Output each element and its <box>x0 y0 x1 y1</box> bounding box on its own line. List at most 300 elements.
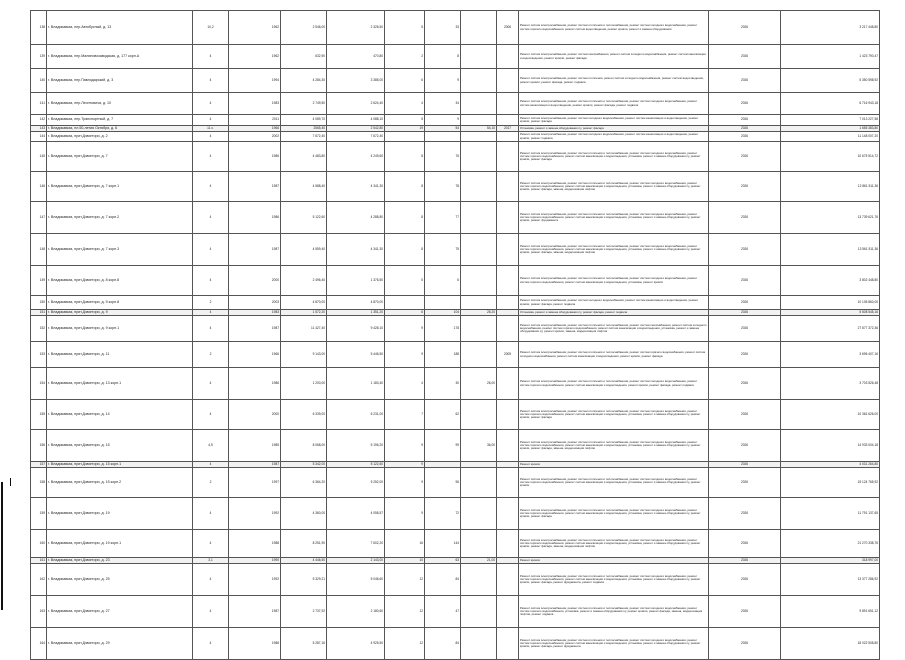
cell-addr: г. Владикавказ, прит.Дзвигтори, д. 11 <box>47 342 193 368</box>
table-row <box>31 564 880 596</box>
cell-s: 27 877 372,36 <box>781 316 880 342</box>
repair-program-table <box>30 10 880 660</box>
cell-w: Установка, ремонт и замена оборудования пу, ремонт фасада, ремонт подвала <box>519 310 709 316</box>
cell-w: Ремонт систем электроснабжения, ремонт систем отопления и теплоснабжения, ремонт систем холодного водоснабжения, ремонт систем горячего водоснабжения, ремонт систем канализации и водоотведения, установка, ремонт и замена оборудования пу, ремонт кровли <box>519 468 709 498</box>
cell-c: 8 <box>385 202 425 234</box>
cell-y: 1962 <box>229 11 281 45</box>
cell-k: 2026 <box>709 115 781 126</box>
cell-n: 154 <box>31 368 47 400</box>
cell-k: 2026 <box>709 310 781 316</box>
cell-b: 4 058,57 <box>327 498 385 530</box>
cell-s: 6 716 943,18 <box>781 93 880 115</box>
cell-k: 2026 <box>709 596 781 628</box>
cell-g <box>497 368 519 400</box>
cell-y: 2011 <box>229 115 281 126</box>
cell-y: 1986 <box>229 202 281 234</box>
cell-b: 2 326,50 <box>327 11 385 45</box>
cell-a: 1 572,20 <box>281 310 327 316</box>
cell-f: 4 <box>193 172 229 202</box>
cell-s: 21 270 338,76 <box>781 530 880 558</box>
cell-g <box>497 69 519 93</box>
table-row <box>31 202 880 234</box>
cell-addr: г. Владикавказ, прит.Дзвигтори, д. 14 <box>47 400 193 430</box>
cell-d: 6 <box>425 266 461 296</box>
cell-a: 4 360,00 <box>281 498 327 530</box>
cell-s: 7 013 227,58 <box>781 115 880 126</box>
cell-e <box>461 11 497 45</box>
cell-w: Установка, ремонт и замена оборудования пу, ремонт фасада <box>519 126 709 132</box>
cell-n: 148 <box>31 234 47 266</box>
cell-a: 4 870,00 <box>281 296 327 310</box>
cell-addr: г. Владикавказ, прит.Дзвигтори, д. 9 <box>47 310 193 316</box>
cell-k: 2026 <box>709 462 781 468</box>
cell-f: 10,2 <box>193 11 229 45</box>
cell-f: 4 <box>193 316 229 342</box>
cell-a: 2 737,92 <box>281 596 327 628</box>
cell-y: 1990 <box>229 558 281 564</box>
cell-k: 2026 <box>709 468 781 498</box>
cell-d: 84 <box>425 628 461 660</box>
cell-n: 153 <box>31 342 47 368</box>
cell-c: 7 <box>385 400 425 430</box>
cell-w: Ремонт систем электроснабжения, ремонт систем отопления и теплоснабжения, ремонт систем холодного водоснабжения, ремонт систем горячего водоснабжения, ремонт систем канализации и водоотведения, ремонт кровли, ремонт фасада, ремонт подвала <box>519 368 709 400</box>
cell-s: 13 739 621,76 <box>781 202 880 234</box>
cell-f: 4 <box>193 234 229 266</box>
cell-s: 5 350 598,92 <box>781 69 880 93</box>
cell-d: 78 <box>425 172 461 202</box>
cell-a: 4 446,50 <box>281 558 327 564</box>
cell-d: 77 <box>425 202 461 234</box>
cell-d: 9 <box>425 69 461 93</box>
cell-k: 2026 <box>709 296 781 310</box>
cell-s: 3 703 526,48 <box>781 368 880 400</box>
table-row <box>31 530 880 558</box>
cell-a: 632,90 <box>281 45 327 69</box>
cell-f: 4 <box>193 530 229 558</box>
cell-w: Ремонт систем электроснабжения, ремонт систем отопления и теплоснабжения, ремонт систем газоснабжения, ремонт систем холодного водоснабжения, ремонт систем горячего водоснабжения, ремонт систем канализации и водоотведения, установка, ремонт и замена оборудования пу, ремонт кровли, замена, модернизация лифтов <box>519 316 709 342</box>
cell-f: 3,1 <box>193 558 229 564</box>
cell-y: 2003 <box>229 296 281 310</box>
cell-g <box>497 596 519 628</box>
cell-w: Ремонт систем электроснабжения, ремонт систем отопления и теплоснабжения, ремонт систем холодного водоснабжения, ремонт систем горячего водоснабжения, ремонт систем канализации и водоотведения, установка, ремонт и замена оборудования пу, ремонт кровли, ремонт фасада, замена, модернизация лифтов <box>519 430 709 462</box>
table-row <box>31 628 880 660</box>
cell-c: 9 <box>385 316 425 342</box>
cell-f: 4 <box>193 266 229 296</box>
cell-e <box>461 498 497 530</box>
cell-g <box>497 564 519 596</box>
cell-f: 4 <box>193 69 229 93</box>
cell-b: 2 180,60 <box>327 596 385 628</box>
cell-w: Ремонт систем электроснабжения, ремонт систем холодного водоснабжения, ремонт систем канализации и водоотведения, ремонт кровли, ремонт подвала <box>519 132 709 142</box>
table-row <box>31 132 880 142</box>
cell-g <box>497 266 519 296</box>
cell-c: 12 <box>385 596 425 628</box>
cell-c: 6 <box>385 310 425 316</box>
cell-e <box>461 45 497 69</box>
cell-y: 1992 <box>229 564 281 596</box>
cell-addr: г. Владикавказ, прит.Дзвигтори, д. 25 <box>47 564 193 596</box>
cell-k: 2026 <box>709 558 781 564</box>
cell-s: 18 022 508,80 <box>781 628 880 660</box>
cell-n: 143 <box>31 126 47 132</box>
cell-c <box>385 296 425 310</box>
cell-b: 5 252,00 <box>327 468 385 498</box>
cell-n: 147 <box>31 202 47 234</box>
cell-d: 34 <box>425 93 461 115</box>
cell-s: 10 675 514,72 <box>781 142 880 172</box>
cell-s: 10 105 860,00 <box>781 296 880 310</box>
cell-addr: г. Владикавказ, пер.Леонтовича, д. 10 <box>47 93 193 115</box>
cell-w: Ремонт систем электроснабжения, ремонт систем отопления и теплоснабжения, ремонт систем холодного водоснабжения, ремонт систем горячего водоснабжения, ремонт систем канализации и водоотведения, установка, ремонт и замена оборудования пу, ремонт кровли, ремонт фасада <box>519 400 709 430</box>
cell-b: 5 446,50 <box>327 342 385 368</box>
cell-a: 4 483,80 <box>281 142 327 172</box>
cell-g <box>497 172 519 202</box>
cell-y: 1987 <box>229 172 281 202</box>
cell-s: 14 933 004,18 <box>781 430 880 462</box>
cell-b: 2 542,80 <box>327 126 385 132</box>
cell-n: 139 <box>31 45 47 69</box>
cell-addr: г. Владикавказ, прит.Дзвигтори, д. 27 <box>47 596 193 628</box>
cell-w: Ремонт систем электроснабжения, ремонт систем отопления и теплоснабжения, ремонт систем холодного водоснабжения, ремонт систем горячего водоснабжения, ремонт систем канализации и водоотведения, установка, ремонт и замена оборудования пу, ремонт кровли, ремонт фундамента <box>519 202 709 234</box>
cell-n: 155 <box>31 400 47 430</box>
cell-y: 1988 <box>229 628 281 660</box>
cell-e <box>461 564 497 596</box>
cell-a: 2 546,00 <box>281 11 327 45</box>
cell-s: 10 361 626,00 <box>781 400 880 430</box>
cell-n: 151 <box>31 310 47 316</box>
cell-b: 4 341,30 <box>327 172 385 202</box>
cell-c: 6 <box>385 69 425 93</box>
cell-addr: г. Владикавказ, прит.Дзвигтори, д. 29 <box>47 628 193 660</box>
cell-k: 2026 <box>709 93 781 115</box>
cell-s: 318 997,00 <box>781 558 880 564</box>
cell-y: 2000 <box>229 266 281 296</box>
cell-y: 1987 <box>229 596 281 628</box>
cell-a: 4 588,40 <box>281 172 327 202</box>
cell-s: 3 217 448,80 <box>781 11 880 45</box>
cell-b: 4 925,50 <box>327 628 385 660</box>
cell-c: 12 <box>385 564 425 596</box>
cell-y: 1966 <box>229 342 281 368</box>
cell-g <box>497 115 519 126</box>
cell-y: 2002 <box>229 132 281 142</box>
cell-g <box>497 400 519 430</box>
cell-g <box>497 234 519 266</box>
cell-c: 4 <box>385 368 425 400</box>
cell-w: Ремонт систем электроснабжения, ремонт систем холодного водоснабжения, ремонт систем канализации и водоотведения, ремонт кровли, ремонт фасада, ремонт подвала <box>519 296 709 310</box>
cell-d <box>425 132 461 142</box>
cell-d: 72 <box>425 498 461 530</box>
cell-n: 140 <box>31 69 47 93</box>
cell-a: 8 251,90 <box>281 530 327 558</box>
cell-e <box>461 400 497 430</box>
cell-k: 2026 <box>709 132 781 142</box>
cell-e <box>461 132 497 142</box>
cell-n: 150 <box>31 296 47 310</box>
cell-addr: г. Владикавказ, прит.Дзвигтори, д. 9 корп.8 <box>47 296 193 310</box>
cell-w: Ремонт систем электроснабжения, ремонт систем отопления и теплоснабжения, ремонт систем горячего водоснабжения, ремонт систем холодного водоснабжения, ремонт систем канализации и водоотведения, ремонт кровли, ремонт фасада <box>519 342 709 368</box>
cell-b: 7 672,40 <box>327 132 385 142</box>
cell-c: 5 <box>385 266 425 296</box>
cell-g <box>497 498 519 530</box>
cell-f: 2 <box>193 342 229 368</box>
cell-f: 4 <box>193 142 229 172</box>
table-row <box>31 142 880 172</box>
table-row <box>31 342 880 368</box>
cell-s: 11 148 007,20 <box>781 132 880 142</box>
cell-a: 5 122,60 <box>281 202 327 234</box>
table-row <box>31 45 880 69</box>
cell-k: 2026 <box>709 142 781 172</box>
cell-addr: г. Владикавказ, пер.Транспортный, д. 7 <box>47 115 193 126</box>
cell-c: 9 <box>385 468 425 498</box>
cell-k: 2026 <box>709 342 781 368</box>
cell-y: 1992 <box>229 498 281 530</box>
cell-f: 4 <box>193 462 229 468</box>
cell-addr: г. Владикавказ, прит.Дзвигтори, д. 19 <box>47 498 193 530</box>
cell-g <box>497 316 519 342</box>
cell-e <box>461 266 497 296</box>
cell-f: 2 <box>193 296 229 310</box>
cell-k: 2026 <box>709 266 781 296</box>
cell-f: 11 с. <box>193 126 229 132</box>
cell-c: 9 <box>385 498 425 530</box>
cell-d <box>425 296 461 310</box>
cell-a: 2565,40 <box>281 126 327 132</box>
cell-addr: г. Владикавказ, прит.Дзвигтори, д. 7 <box>47 142 193 172</box>
cell-g <box>497 132 519 142</box>
cell-g <box>497 142 519 172</box>
cell-d: 96 <box>425 468 461 498</box>
cell-s: 3 802 448,80 <box>781 266 880 296</box>
table-row <box>31 430 880 462</box>
table-row <box>31 93 880 115</box>
cell-w: Ремонт систем электроснабжения, ремонт систем отопления и теплоснабжения, ремонт систем холодного водоснабжения, ремонт систем горячего водоснабжения, ремонт систем водоотведения, ремонт кровли, ремонт и замена оборудования <box>519 11 709 45</box>
cell-a: 8 068,00 <box>281 430 327 462</box>
cell-n: 164 <box>31 628 47 660</box>
cell-e: 36,00 <box>461 430 497 462</box>
cell-a: 2 496,40 <box>281 266 327 296</box>
cell-n: 146 <box>31 172 47 202</box>
cell-s: 15 124 765,92 <box>781 468 880 498</box>
cell-d: 8 <box>425 45 461 69</box>
table-row <box>31 296 880 310</box>
cell-e <box>461 296 497 310</box>
cell-e <box>461 142 497 172</box>
table-row <box>31 266 880 296</box>
cell-n: 159 <box>31 498 47 530</box>
cell-c: 5 <box>385 115 425 126</box>
cell-addr: г. Владикавказ, прит.Дзвигтори, д. 15 корп.1 <box>47 462 193 468</box>
cell-c: 9 <box>385 462 425 468</box>
cell-f: 4 <box>193 202 229 234</box>
cell-b: 9 428,10 <box>327 316 385 342</box>
cell-n: 160 <box>31 530 47 558</box>
cell-addr: г. Владикавказ, прит.Дзвигтори, д. 19 корп.1 <box>47 530 193 558</box>
cell-s: 13 377 286,92 <box>781 564 880 596</box>
cell-c: 8 <box>385 142 425 172</box>
cell-a: 1 200,00 <box>281 368 327 400</box>
cell-d: 144 <box>425 530 461 558</box>
table-body <box>31 11 880 660</box>
cell-e <box>461 93 497 115</box>
cell-w: Ремонт кровли <box>519 558 709 564</box>
cell-k: 2026 <box>709 11 781 45</box>
cell-k: 2026 <box>709 530 781 558</box>
cell-g <box>497 628 519 660</box>
cell-c: 12 <box>385 628 425 660</box>
cell-y: 1986 <box>229 142 281 172</box>
cell-k: 2026 <box>709 172 781 202</box>
cell-k: 2026 <box>709 45 781 69</box>
cell-addr: г. Владикавказ, прит.Дзвигтори, д. 7 корп.3 <box>47 234 193 266</box>
scan-edge-tick <box>10 478 11 486</box>
cell-n: 152 <box>31 316 47 342</box>
cell-e <box>461 342 497 368</box>
cell-y: 1987 <box>229 462 281 468</box>
cell-y: 1985 <box>229 430 281 462</box>
cell-b: 7 602,20 <box>327 530 385 558</box>
table-row <box>31 498 880 530</box>
cell-k: 2026 <box>709 202 781 234</box>
cell-a: 2 749,50 <box>281 93 327 115</box>
cell-y: 1988 <box>229 530 281 558</box>
cell-s: 1 655 383,80 <box>781 126 880 132</box>
cell-k: 2026 <box>709 628 781 660</box>
cell-addr: г. Владикавказ, пер.Автобусный, д. 13 <box>47 11 193 45</box>
cell-addr: г. Владикавказ, прит.Дзвигтори, д. 13 корп.1 <box>47 368 193 400</box>
cell-f: 4 <box>193 310 229 316</box>
cell-e <box>461 628 497 660</box>
cell-d: 54 <box>425 126 461 132</box>
cell-w: Ремонт систем электроснабжения, ремонт систем отопления и теплоснабжения, ремонт систем холодного водоснабжения, ремонт систем горячего водоснабжения, ремонт систем канализации и водоотведения, установка, ремонт и замена оборудования пу, ремонт кровли, ремонт фасада, ремонт фундамента, ремонт подвала <box>519 564 709 596</box>
table-row <box>31 11 880 45</box>
cell-s: 12 861 511,36 <box>781 172 880 202</box>
cell-f: 4 <box>193 132 229 142</box>
cell-k: 2026 <box>709 69 781 93</box>
cell-d: 30 <box>425 368 461 400</box>
cell-y: 1987 <box>229 234 281 266</box>
cell-d: 104 <box>425 310 461 316</box>
cell-c: 2 <box>385 45 425 69</box>
cell-s: 13 561 511,36 <box>781 234 880 266</box>
cell-d: 99 <box>425 430 461 462</box>
table-row <box>31 115 880 126</box>
cell-b: 2 143,00 <box>327 558 385 564</box>
cell-y: 1966 <box>229 126 281 132</box>
cell-g: 2017 <box>497 126 519 132</box>
cell-a: 4 089,70 <box>281 115 327 126</box>
cell-g: 2006 <box>497 11 519 45</box>
cell-g <box>497 93 519 115</box>
cell-w: Ремонт систем электроснабжения, ремонт систем отопления и теплоснабжения, ремонт систем холодного водоснабжения, ремонт систем горячего водоснабжения, ремонт систем канализации и водоотведения, установка, ремонт и замена оборудования пу, ремонт кровли, ремонт фасада, замена, модернизация лифтов <box>519 530 709 558</box>
cell-e: 21,00 <box>461 558 497 564</box>
cell-y: 1997 <box>229 468 281 498</box>
cell-g <box>497 468 519 498</box>
table-row <box>31 596 880 628</box>
cell-b: 4 288,80 <box>327 202 385 234</box>
cell-y: 1994 <box>229 69 281 93</box>
cell-b: 4 341,30 <box>327 234 385 266</box>
document-page <box>30 10 879 660</box>
cell-f: 4 <box>193 45 229 69</box>
cell-d: 9 <box>425 115 461 126</box>
cell-c: 9 <box>385 430 425 462</box>
cell-d: 84 <box>425 564 461 596</box>
cell-k: 2026 <box>709 430 781 462</box>
cell-d: 75 <box>425 234 461 266</box>
cell-b: 1 376,50 <box>327 266 385 296</box>
cell-e <box>461 468 497 498</box>
cell-w: Ремонт систем электроснабжения, ремонт систем газоснабжения, ремонт систем холодного водоснабжения, ремонт систем канализации и водоотведения, ремонт кровли, ремонт фасада <box>519 45 709 69</box>
cell-s: 3 696 407,16 <box>781 342 880 368</box>
cell-e: 54,10 <box>461 126 497 132</box>
cell-b: 1 351,20 <box>327 310 385 316</box>
cell-b: 4 249,60 <box>327 142 385 172</box>
cell-n: 149 <box>31 266 47 296</box>
cell-k: 2026 <box>709 498 781 530</box>
table-row <box>31 400 880 430</box>
cell-addr: г. Владикавказ, пл.50-летия Октября, д. 6 <box>47 126 193 132</box>
cell-b: 2 624,40 <box>327 93 385 115</box>
scan-edge-mark <box>1 482 3 610</box>
cell-s: 9 891 651,12 <box>781 596 880 628</box>
cell-c: 8 <box>385 172 425 202</box>
cell-addr: г. Владикавказ, прит.Дзвигтори, д. 7 корп.2 <box>47 202 193 234</box>
cell-f: 4,5 <box>193 430 229 462</box>
cell-addr: г. Владикавказ, прит.Дзвигтори, д. 2 <box>47 132 193 142</box>
cell-y: 1983 <box>229 310 281 316</box>
cell-b: 470,80 <box>327 45 385 69</box>
cell-f: 4 <box>193 400 229 430</box>
cell-a: 5 287,16 <box>281 628 327 660</box>
cell-c: 9 <box>385 342 425 368</box>
cell-y: 1986 <box>229 368 281 400</box>
table-row <box>31 69 880 93</box>
cell-n: 158 <box>31 468 47 498</box>
cell-n: 157 <box>31 462 47 468</box>
cell-addr: г. Владикавказ, прит.Дзвигтори, д. 15 <box>47 430 193 462</box>
cell-w: Ремонт систем электроснабжения, ремонт систем отопления и теплоснабжения, ремонт систем холодного водоснабжения, ремонт систем горячего водоснабжения, установка, ремонт и замена оборудования пу, ремонт кровли, ремонт фасада, замена, модернизация лифтов, ремонт подвала <box>519 596 709 628</box>
cell-e: 28,20 <box>461 310 497 316</box>
cell-f: 4 <box>193 596 229 628</box>
table-row <box>31 234 880 266</box>
cell-y: 1983 <box>229 93 281 115</box>
cell-a: 9 143,00 <box>281 342 327 368</box>
cell-d: 188 <box>425 342 461 368</box>
cell-c: 4 <box>385 93 425 115</box>
cell-a: 6 339,00 <box>281 400 327 430</box>
cell-g <box>497 296 519 310</box>
cell-w: Ремонт систем электроснабжения, ремонт систем отопления и теплоснабжения, ремонт систем холодного водоснабжения, ремонт систем канализации и водоотведения, ремонт кровли, ремонт фасада, ремонт подвала <box>519 93 709 115</box>
cell-f: 2 <box>193 468 229 498</box>
cell-a: 6 364,20 <box>281 468 327 498</box>
cell-b: 5 046,60 <box>327 564 385 596</box>
cell-a: 11 427,40 <box>281 316 327 342</box>
cell-f: 4 <box>193 368 229 400</box>
cell-addr: г. Владикавказ, прит.Дзвигтори, д. 15 корп.2 <box>47 468 193 498</box>
cell-e <box>461 115 497 126</box>
cell-n: 142 <box>31 115 47 126</box>
cell-s: 5 508 545,16 <box>781 310 880 316</box>
cell-b: 5 196,20 <box>327 430 385 462</box>
cell-k: 2026 <box>709 316 781 342</box>
cell-y: 2000 <box>229 400 281 430</box>
cell-addr: г. Владикавказ, пер.Малиновозаводская, д. 177 корп.А <box>47 45 193 69</box>
cell-f: 4 <box>193 115 229 126</box>
cell-addr: г. Владикавказ, прит.Дзвигтори, д. 8 корп.8 <box>47 266 193 296</box>
cell-w: Ремонт систем электроснабжения, ремонт систем отопления и теплоснабжения, ремонт систем холодного водоснабжения, ремонт систем горячего водоснабжения, ремонт систем канализации и водоотведения, установка, ремонт и замена оборудования пу, ремонт кровли, ремонт фасада, ремонт фундамента <box>519 628 709 660</box>
